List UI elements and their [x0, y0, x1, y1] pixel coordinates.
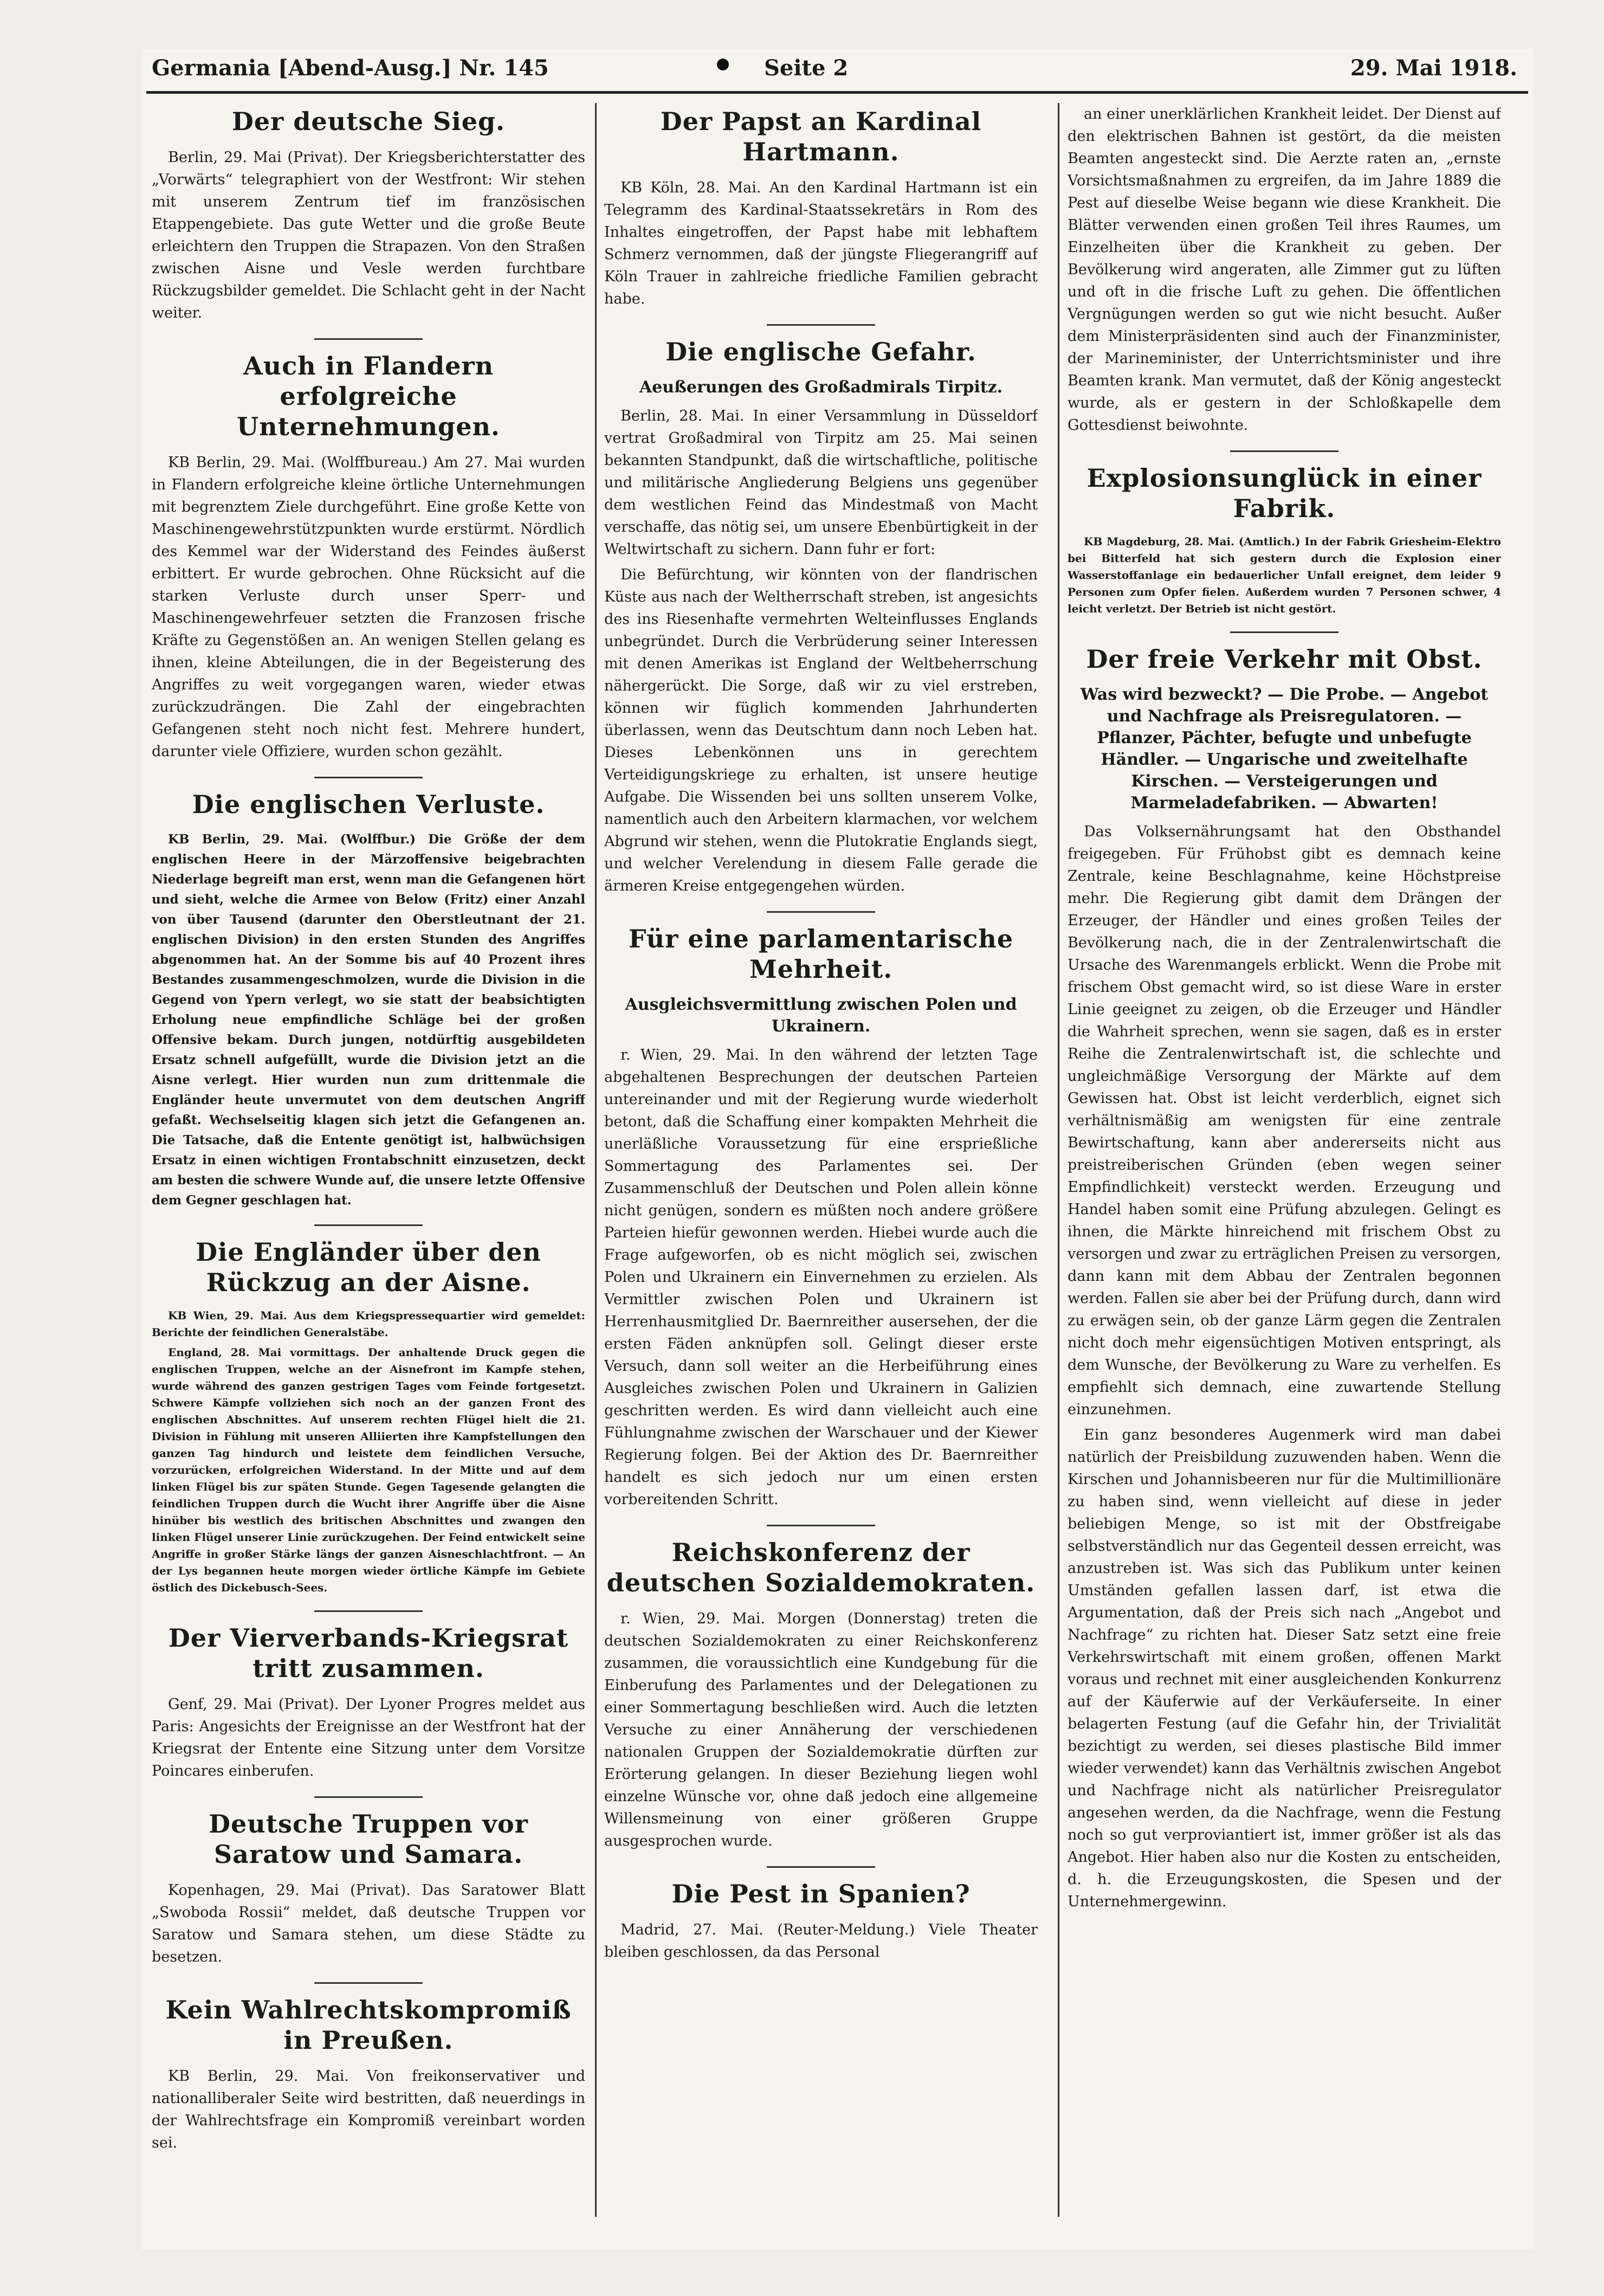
article-headline: Deutsche Truppen vor Saratow und Samara. [209, 1809, 528, 1869]
article-body: England, 28. Mai vormittags. Der anhaltende Druck gegen die englischen Truppen, welche an der Aisnefront im Kampfe stehen, wurde während des ganzen gestrigen Tages vom Feinde fortgesetzt. Schwere Kämpfe vollziehen sich noch an der ganzen Front des englischen Abschnittes. Auf unserem rechten Flügel hielt die 21. Division in Fühlung mit unseren Alliierten ihre Kampfstellungen den ganzen Tag hindurch und leistete dem feindlichen Versuche, vorzurücken, erfolgreichen Widerstand. In der Mitte und auf dem linken Flügel bis zur späten Stunde. Gegen Tagesende gelangten die feindlichen Truppen durch die Wucht ihrer Angriffe über die Aisne hinüber bis westlich des britischen Abschnittes und zwangen den linken Flügel unserer Linie zurückzugehen. Der Feind entwickelt seine Angriffe in großer Stärke längs der ganzen Aisneschlachtfront. — An der Lys begannen heute morgen wieder örtliche Kämpfe im Gebiete östlich des Dickebusch-Sees. [152, 1346, 585, 1594]
article-explosion [1068, 463, 1501, 617]
article-headline: Die englische Gefahr. [665, 337, 976, 366]
article-separator [314, 777, 423, 778]
article-englische-gefahr [604, 337, 1038, 897]
article-separator [767, 911, 875, 913]
header-rule [146, 91, 1528, 94]
article-body: Die Befürchtung, wir könnten von der flandrischen Küste aus nach der Weltherrschaft streben, ist angesichts des ins Riesenhafte vermehrten Welteinflusses Englands unbegründet. Durch die Verbrüderung seiner Interessen mit denen Amerikas ist England der Weltbeherrschung nähergerückt. Die Sorge, daß wir zu viel erstreben, können wir füglich kommenden Jahrhunderten überlassen, wenn das Deutschtum dann noch Leben hat. Dieses Lebenkönnen uns in gerechtem Verteidigungskriege zu erhalten, ist unsere heutige Aufgabe. Die Wissenden bei uns sollten unserem Volke, namentlich auch den Arbeitern klarmachen, vor welchem Abgrund wir stehen, wenn die Plutokratie Englands siegt, und welcher Verelendung in diesem Falle gerade die ärmeren Kreise entgegengehen würden. [604, 566, 1038, 894]
article-body: KB Berlin, 29. Mai. Von freikonservativer und nationalliberaler Seite wird bestritten, daß neuerdings in der Wahlrechtsfrage ein Kompromiß vereinbart worden sei. [152, 2068, 585, 2151]
article-kriegsrat [152, 1623, 585, 1782]
article-separator [1230, 450, 1338, 452]
article-body: KB Köln, 28. Mai. An den Kardinal Hartmann ist ein Telegramm des Kardinal-Staatssekretärs in Rom des Inhaltes eingetroffen, der Papst habe mit lebhaftem Schmerz vernommen, daß der jüngste Fliegerangriff auf Köln Trauer in zahlreiche friedliche Familien gebracht habe. [604, 179, 1038, 307]
article-headline: Die Pest in Spanien? [671, 1879, 971, 1908]
article-body: Ein ganz besonderes Augenmerk wird man dabei natürlich der Preisbildung zuzuwenden haben. Wenn die Kirschen und Johannisbeeren nur für die Multimillionäre zu haben sind, wenn vielleicht auf diese in jeder beliebigen Menge, so ist mit der Obstfreigabe selbstverständlich nur das Gegenteil dessen erreicht, was anzustreben ist. Was sich das Publikum unter keinen Umständen gefallen lassen darf, ist etwa die Argumentation, daß der Preis sich nach „Angebot und Nachfrage“ zu richten hat. Dieser Satz setzt eine freie Verkehrswirtschaft mit einem großen, offenen Markt voraus und rechnet mit einer ausgleichenden Konkurrenz auf der Käuferwie auf der Verkäuferseite. In einer belagerten Festung (auf die Gefahr hin, der Trivialität bezichtigt zu werden, sei dieses plastische Bild immer wieder verwendet) kann das Verhältnis zwischen Angebot und Nachfrage nicht als natürlicher Preisregulator angesehen werden, da die Nachfrage, wenn die Festung noch so gut verproviantiert ist, immer größer ist als das Angebot. Hier haben also nur die Kosten zu entscheiden, d. h. die Erzeugungskosten, die Spesen und der Unternehmergewinn. [1068, 1427, 1501, 1910]
column-divider [595, 103, 597, 2217]
article-subheadline: Ausgleichsvermittlung zwischen Polen und Ukrainern. [625, 995, 1017, 1036]
article-headline: Der deutsche Sieg. [231, 107, 506, 136]
article-deutsche-sieg [152, 106, 585, 324]
column-3 [1068, 103, 1501, 2239]
article-englische-verluste [152, 789, 585, 1210]
article-body: KB Magdeburg, 28. Mai. (Amtlich.) In der Fabrik Griesheim-Elektro bei Bitterfeld hat sich gestern durch die Explosion einer Wasserstoffanlage ein bedauerlicher Unfall ereignet, dem leider 9 Personen zum Opfer fielen. Außerdem wurden 7 Personen schwer, 4 leicht verletzt. Der Betrieb ist nicht gestört. [1068, 535, 1501, 615]
article-sozialdemokraten [604, 1537, 1038, 1852]
article-papst [604, 106, 1038, 310]
article-pest-continued [1068, 103, 1501, 436]
issue-date: 29. Mai 1918. [1350, 55, 1517, 81]
article-headline: Explosionsunglück in einer Fabrik. [1086, 463, 1482, 523]
article-body: Berlin, 29. Mai (Privat). Der Kriegsberichterstatter des „Vorwärts“ telegraphiert von der Westfront: Wir stehen mit unserem Zentrum tief im französischen Etappengebiete. Das gute Wetter und die große Beute erleichtern den Truppen die Strapazen. Von den Straßen zwischen Aisne und Vesle werden furchtbare Rückzugsbilder gemeldet. Die Schlacht geht in der Nacht weiter. [152, 149, 585, 321]
article-body: KB Wien, 29. Mai. Aus dem Kriegspressequartier wird gemeldet: Berichte der feindlichen Generalstäbe. [152, 1309, 585, 1339]
column-2 [604, 103, 1038, 2239]
article-body: Kopenhagen, 29. Mai (Privat). Das Saratower Blatt „Swoboda Rossii“ meldet, daß deutsche Truppen vor Saratow und Samara stehen, um diese Städte zu besetzen. [152, 1882, 585, 1965]
article-headline: Auch in Flandern erfolgreiche Unternehmungen. [237, 351, 500, 441]
article-body: Genf, 29. Mai (Privat). Der Lyoner Progres meldet aus Paris: Angesichts der Ereignisse an der Westfront hat der Kriegsrat der Entente eine Sitzung unter dem Vorsitze Poincares einberufen. [152, 1696, 585, 1779]
issue-label: Germania [Abend-Ausg.] Nr. 145 [152, 55, 549, 81]
article-parlamentarische-mehrheit [604, 924, 1038, 1511]
article-body: an einer unerklärlichen Krankheit leidet. Der Dienst auf den elektrischen Bahnen ist gestört, da die meisten Beamten angesteckt sind. Die Aerzte raten an, „ernste Vorsichtsmaßnahmen zu ergreifen, da im Jahre 1889 die Pest auf dieselbe Weise begann wie diese Krankheit. Die Blätter verwenden einen großen Teil ihres Raumes, um Einzelheiten über die Krankheit zu geben. Der Bevölkerung wird angeraten, alle Zimmer gut zu lüften und oft in die frische Luft zu gehen. Die öffentlichen Vergnügungen werden so gut wie nicht besucht. Außer dem Ministerpräsidenten sind auch der Finanzminister, der Marineminister, der Unterrichtsminister und ihre Beamten krank. Man vermutet, daß der König angesteckt wurde, als er gestern in der Schloßkapelle dem Gottesdienst beiwohnte. [1068, 106, 1501, 434]
column-divider [1058, 103, 1059, 2217]
article-body: r. Wien, 29. Mai. Morgen (Donnerstag) treten die deutschen Sozialdemokraten zu einer Reichskonferenz zusammen, die voraussichtlich eine Kundgebung für die Einberufung des Parlamentes und der Delegationen zu einer Sommertagung beschließen wird. Auch die letzten Versuche zu einer Annäherung der verschiedenen nationalen Gruppen der Sozialdemokratie dürften zur Erörterung gelangen. In dieser Beziehung liegen wohl einzelne Wünsche vor, ohne daß jedoch eine allgemeine Willensmeinung von einer größeren Gruppe ausgesprochen wurde. [604, 1610, 1038, 1849]
article-subheadline: Was wird bezweckt? — Die Probe. — Angebot und Nachfrage als Preisregulatoren. — Pflanzer, Pächter, befugte und unbefugte Händler. — Ungarische und zweitelhafte Kirschen. — Versteigerungen und Marmeladefabriken. — Abwarten! [1080, 685, 1489, 812]
article-headline: Die Engländer über den Rückzug an der Aisne. [196, 1237, 541, 1297]
article-body: r. Wien, 29. Mai. In den während der letzten Tage abgehaltenen Besprechungen der deutschen Parteien untereinander und mit der Regierung wurde wiederholt betont, daß die Schaffung einer kompakten Mehrheit die unerläßliche Voraussetzung für eine ersprießliche Sommertagung des Parlamentes sei. Der Zusammenschluß der Deutschen und Polen allein könne nicht genügen, sondern es müßten noch andere größere Parteien hiefür gewonnen werden. Hiebei wurde auch die Frage aufgeworfen, ob es nicht möglich sei, zwischen Polen und Ukrainern ein Einvernehmen zu erzielen. Als Vermittler zwischen Polen und Ukrainern ist Herrenhausmitglied Dr. Baernreither ausersehen, der die ersten Fäden anknüpfen soll. Gelingt dieser erste Versuch, dann soll weiter an die Herbeiführung eines Ausgleiches zwischen Polen und Ukrainern in Galizien geschritten werden. Es wird dann vielleicht auch eine Fühlungnahme zwischen der Warschauer und der Kiewer Regierung folgen. Bei der Aktion des Dr. Baernreither handelt es sich jedoch nur um einen ersten vorbereitenden Schritt. [604, 1047, 1038, 1508]
article-separator [314, 1982, 423, 1984]
article-separator [767, 1525, 875, 1526]
article-body: Madrid, 27. Mai. (Reuter-Meldung.) Viele Theater bleiben geschlossen, da das Personal [604, 1921, 1038, 1960]
article-rueckzug-aisne [152, 1237, 585, 1596]
article-headline: Reichskonferenz der deutschen Sozialdemokraten. [606, 1538, 1036, 1597]
article-body: Berlin, 28. Mai. In einer Versammlung in Düsseldorf vertrat Großadmiral von Tirpitz am 25. Mai seinen bekannten Standpunkt, daß die wirtschaftliche, politische und militärische Angliederung Belgiens uns gegenüber dem westlichen Feind das Mindestmaß von Macht verschaffe, das nötig sei, um unsere Ebenbürtigkeit in der Weltwirtschaft zu sichern. Dann fuhr er fort: [604, 408, 1038, 558]
article-separator [767, 324, 875, 326]
article-separator [1230, 631, 1338, 633]
article-separator [767, 1866, 875, 1868]
article-headline: Kein Wahlrechtskompromiß in Preußen. [165, 1995, 572, 2055]
article-separator [314, 1610, 423, 1612]
article-body: KB Berlin, 29. Mai. (Wolffbur.) Die Größe der dem englischen Heere in der Märzoffensive beigebrachten Niederlage begreift man erst, wenn man die Gefangenen hört und sieht, welche die Armee von Below (Fritz) einer Anzahl von über Tausend (darunter den Oberstleutnant der 21. englischen Division) in den ersten Stunden des Angriffes abgenommen hat. An der Somme bis auf 40 Prozent ihres Bestandes zusammengeschmolzen, wurde die Division in die Gegend von Ypern verlegt, wo sie statt der beabsichtigten Erholung neue empfindliche Schläge bei der großen Offensive bekam. Durch jungen, notdürftig ausgebildeten Ersatz schnell aufgefüllt, wurde die Division jetzt an die Aisne verlegt. Hier wurden nun zum drittenmale die Engländer heute unvermutet von dem deutschen Angriff gefaßt. Wechselseitig klagen sich jetzt die Gefangenen an. Die Tatsache, daß die Entente genötigt ist, halbwüchsigen Ersatz in einen wichtigen Frontabschnitt einzusetzen, deckt am besten die schwere Wunde auf, die unsere letzte Offensive dem Gegner geschlagen hat. [152, 832, 585, 1208]
article-body: Das Volksernährungsamt hat den Obsthandel freigegeben. Für Frühobst gibt es demnach keine Zentrale, keine Beschlagnahme, keine Höchstpreise mehr. Die Regierung gibt damit dem Drängen der Erzeuger, der Händler und eines großen Teiles der Bevölkerung nach, die in der Zentralenwirtschaft die Ursache des Warenmangels erblickt. Wenn die Probe mit frischem Obst gemacht wird, so ist diese Ware in erster Linie geeignet zu zeigen, ob die Erzeuger und Händler die Wahrheit sprechen, wenn sie sagen, daß es in erster Reihe die Zentralenwirtschaft ist, die schlechte und ungleichmäßige Versorgung der Märkte auf dem Gewissen hat. Obst ist leicht verderblich, eignet sich verhältnismäßig am wenigsten für eine zentrale Bewirtschaftung, kann aber andererseits nicht aus preistreiberischen Gründen (eben wegen seiner Empfindlichkeit) versteckt werden. Erzeugung und Handel haben somit eine Prüfung abzulegen. Gelingt es ihnen, die Märkte hinreichend mit frischem Obst zu versorgen und zwar zu erträglichen Preisen zu versorgen, dann kann mit dem Abbau der Zentralen begonnen werden. Fallen sie aber bei der Prüfung durch, dann wird zu erwägen sein, ob der ganze Lärm gegen die Zentralen nicht doch mehr eigensüchtigen Motiven entspringt, als dem Wunsche, der Bevölkerung zu Ware zu verhelfen. Es empfiehlt sich demnach, eine zuwartende Stellung einzunehmen. [1068, 823, 1501, 1418]
article-separator [314, 1796, 423, 1798]
article-headline: Der Vierverbands-Kriegsrat tritt zusammen. [168, 1623, 569, 1683]
article-headline: Für eine parlamentarische Mehrheit. [628, 924, 1014, 984]
article-flandern [152, 351, 585, 763]
article-separator [314, 1224, 423, 1226]
article-subheadline: Aeußerungen des Großadmirals Tirpitz. [639, 378, 1003, 397]
article-body: KB Berlin, 29. Mai. (Wolffbureau.) Am 27. Mai wurden in Flandern erfolgreiche kleine örtliche Unternehmungen mit begrenztem Ziele durchgeführt. Eine große Kette von Maschinengewehrstützpunkten wurde erstürmt. Nördlich des Kemmel war der Widerstand des Feindes äußerst erbittert. Er wurde gebrochen. Ohne Rücksicht auf die starken Verluste durch unser Sperr- und Maschinengewehrfeuer setzten die Franzosen frische Kräfte zu Gegenstößen an. An wenigen Stellen gelang es ihnen, kleine Abteilungen, die in der Begeisterung des Angriffes zu weit vorgegangen waren, wieder etwas zurückzudrängen. Die Zahl der eingebrachten Gefangenen steht noch nicht fest. Mehrere hundert, darunter viele Offiziere, wurden schon gezählt. [152, 454, 585, 760]
article-separator [314, 338, 423, 340]
article-obst [1068, 644, 1501, 1913]
newspaper-page [141, 49, 1534, 2249]
article-saratow [152, 1809, 585, 1968]
article-wahlrecht [152, 1995, 585, 2154]
article-headline: Die englischen Verluste. [192, 790, 545, 819]
page-header [141, 49, 1534, 87]
column-1 [152, 103, 585, 2239]
punch-hole-dot [717, 59, 729, 70]
article-headline: Der Papst an Kardinal Hartmann. [660, 107, 982, 166]
article-pest-spanien [604, 1879, 1038, 1963]
page-number: Seite 2 [764, 55, 849, 81]
article-headline: Der freie Verkehr mit Obst. [1086, 644, 1483, 674]
